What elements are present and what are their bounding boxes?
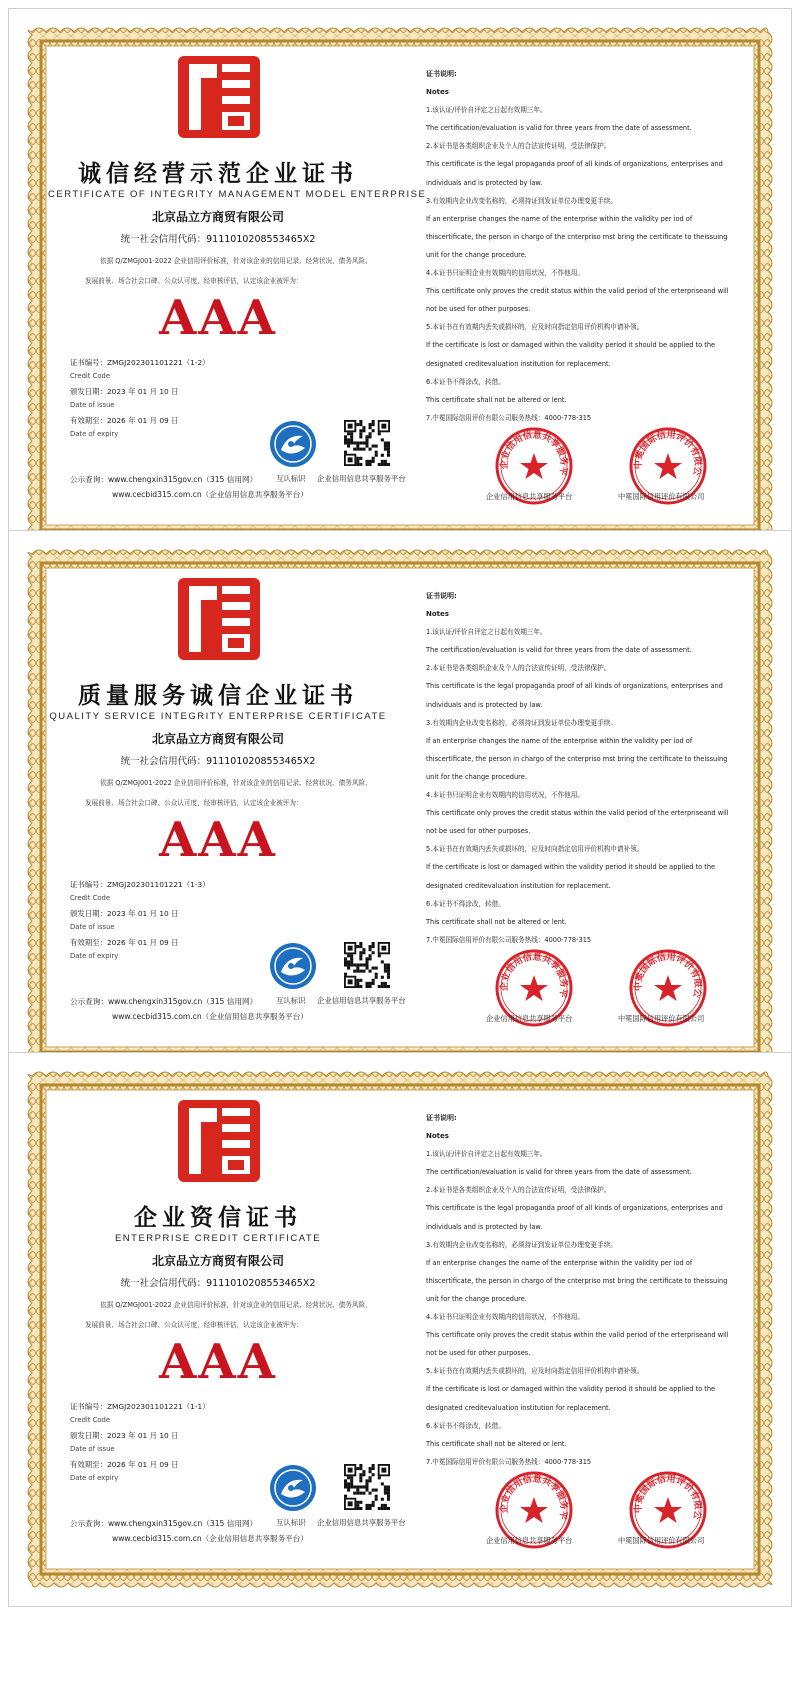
issue-date-en: Date of issue	[70, 923, 115, 931]
certificate-title-en: ENTERPRISE CREDIT CERTIFICATE	[114, 1233, 322, 1244]
certificate-number: 证书编号：ZMGJ202301101221（1-3）	[70, 880, 210, 889]
public-query-url-1: 公示查询：www.chengxin315gov.cn（315 信用网）	[70, 997, 258, 1006]
note-line: 4.本证书只证明企业有效期内的信用状况，不作他用。	[426, 1313, 584, 1322]
seal-star-icon	[654, 1497, 682, 1523]
note-line: This certificate is the legal propaganda proof of all kinds of organizations, enterprises and	[426, 682, 723, 691]
note-line: individuals and is protected by law.	[426, 178, 543, 187]
note-line: unit for the change procedure.	[426, 250, 527, 259]
evaluation-basis: 依据 Q/ZMGJ001-2022 企业信用评价标准，针对该企业的信用记录、经营状况、债务风险、	[100, 257, 372, 265]
note-line: 1.该认证/评价自评定之日起有效期三年。	[426, 628, 547, 637]
certificate-number-en: Credit Code	[70, 894, 111, 902]
note-line: designated creditevaluation institution for replacement.	[426, 359, 611, 368]
certificate-title: 诚信经营示范企业证书	[78, 161, 358, 187]
public-query-url-1: 公示查询：www.chengxin315gov.cn（315 信用网）	[70, 475, 258, 484]
xin-logo-icon	[178, 56, 260, 138]
note-line: Notes	[426, 88, 449, 97]
certificate-number: 证书编号：ZMGJ202301101221（1-1）	[70, 1402, 210, 1411]
sharing-platform-label: 企业信用信息共享服务平台	[317, 1518, 406, 1527]
note-line: unit for the change procedure.	[426, 1294, 527, 1303]
note-line: If an enterprise changes the name of the enterprise within the validity per iod of	[426, 1258, 693, 1267]
rating-grade: AAA	[159, 290, 277, 346]
note-line: 4.本证书只证明企业有效期内的信用状况，不作他用。	[426, 269, 584, 278]
note-line: thiscertificate, the person in chargo of the cnterpriso mst bring the certificate to theissuing	[426, 1276, 728, 1285]
xin-logo-icon	[178, 1100, 260, 1182]
seal-star-icon	[654, 975, 682, 1001]
note-line: individuals and is protected by law.	[426, 700, 543, 709]
certificate-notes	[426, 1109, 748, 1471]
seal-ring-text: 中冕国际信用评价有限公	[633, 1474, 703, 1521]
note-line: thiscertificate, the person in chargo of the cnterpriso mst bring the certificate to theissuing	[426, 232, 728, 241]
xin-logo-icon	[178, 578, 260, 660]
qr-code-icon	[344, 1464, 390, 1510]
public-query-url-2: www.cecbid315.com.cn（企业信用信息共享服务平台）	[112, 490, 308, 499]
certificate-number-en: Credit Code	[70, 1416, 111, 1424]
qr-code-icon	[344, 420, 390, 466]
seal-ring-text: 企业信用信息共享服务平	[499, 952, 569, 999]
note-line: 7.中冕国际信用评价有限公司服务热线：4000-778-315	[426, 1457, 592, 1466]
credit-emblem-icon	[269, 1464, 317, 1512]
seal-ring-text: 企业信用信息共享服务平	[499, 430, 569, 477]
note-line: 证书说明:	[426, 1114, 457, 1122]
evaluation-basis: 依据 Q/ZMGJ001-2022 企业信用评价标准，针对该企业的信用记录、经营状况、债务风险、	[100, 779, 372, 787]
certificate	[8, 8, 792, 563]
credit-emblem-icon	[269, 420, 317, 468]
note-line: individuals and is protected by law.	[426, 1222, 543, 1231]
note-line: If an enterprise changes the name of the enterprise within the validity per iod of	[426, 736, 693, 745]
seal-ring-text: 企业信用信息共享服务平	[499, 1474, 569, 1521]
seal-ring-text: 中冕国际信用评价有限公	[633, 952, 703, 999]
note-line: not be used for other purposes.	[426, 305, 531, 314]
expiry-date-en: Date of expiry	[70, 430, 119, 438]
seal-caption: 企业信用信息共享服务平台	[486, 1536, 573, 1545]
note-line: 4.本证书只证明企业有效期内的信用状况，不作他用。	[426, 791, 584, 800]
note-line: 5.本证书在有效期内丢失或损坏的，应及时向指定信用评价机构申请补领。	[426, 323, 644, 332]
note-line: unit for the change procedure.	[426, 772, 527, 781]
public-query-url-1: 公示查询：www.chengxin315gov.cn（315 信用网）	[70, 1519, 258, 1528]
public-query-url-2: www.cecbid315.com.cn（企业信用信息共享服务平台）	[112, 1012, 308, 1021]
certificate	[8, 1052, 792, 1607]
seal-caption: 中冕国际信用评价有限公司	[618, 492, 705, 501]
certificate-title: 质量服务诚信企业证书	[78, 683, 358, 709]
note-line: 3.有效期内企业改变名称的，必须持证到发证单位办理变更手续。	[426, 718, 617, 727]
seal-caption: 中冕国际信用评价有限公司	[618, 1014, 705, 1023]
evaluation-basis-2: 发展前景、场合社会口碑、公众认可度，经审核评估，认定该企业被评为：	[85, 1321, 303, 1329]
note-line: 证书说明:	[426, 70, 457, 78]
mutual-recognition-label: 互认标识	[276, 474, 306, 483]
certificate-notes	[426, 65, 748, 427]
evaluation-basis-2: 发展前景、场合社会口碑、公众认可度，经审核评估，认定该企业被评为：	[85, 799, 303, 807]
note-line: The certification/evaluation is valid for three years from the date of assessment.	[426, 1168, 692, 1177]
note-line: 2.本证书是各类组织企业及个人的合法宣传证明，受法律保护。	[426, 664, 611, 673]
mutual-recognition-label: 互认标识	[276, 996, 306, 1005]
note-line: 5.本证书在有效期内丢失或损坏的，应及时向指定信用评价机构申请补领。	[426, 845, 644, 854]
expiry-date: 有效期至：2026 年 01 月 09 日	[70, 416, 179, 425]
note-line: If the certificate is lost or damaged within the validity period it should be applied to the	[426, 341, 716, 350]
qr-code-icon	[344, 942, 390, 988]
certificate-number: 证书编号：ZMGJ202301101221（1-2）	[70, 358, 210, 367]
credit-code: 统一社会信用代码：9111010208553465X2	[120, 756, 316, 767]
seal-star-icon	[520, 975, 548, 1001]
credit-emblem-icon	[269, 942, 317, 990]
company-name: 北京品立方商贸有限公司	[151, 1254, 284, 1268]
note-line: Notes	[426, 1132, 449, 1141]
note-line: If an enterprise changes the name of the enterprise within the validity per iod of	[426, 214, 693, 223]
expiry-date-en: Date of expiry	[70, 952, 119, 960]
mutual-recognition-label: 互认标识	[276, 1518, 306, 1527]
note-line: 6.本证书不得涂改，转借。	[426, 899, 505, 908]
evaluation-basis: 依据 Q/ZMGJ001-2022 企业信用评价标准，针对该企业的信用记录、经营状况、债务风险、	[100, 1301, 372, 1309]
note-line: This certificate only proves the credit status within the valid period of the erterpriseand will	[426, 287, 729, 296]
seal-star-icon	[520, 1497, 548, 1523]
note-line: 6.本证书不得涂改，转借。	[426, 377, 505, 386]
note-line: 证书说明:	[426, 592, 457, 600]
note-line: designated creditevaluation institution for replacement.	[426, 881, 611, 890]
note-line: If the certificate is lost or damaged within the validity period it should be applied to the	[426, 1385, 716, 1394]
note-line: This certificate shall not be altered or lent.	[426, 917, 567, 926]
credit-code: 统一社会信用代码：9111010208553465X2	[120, 234, 316, 245]
issue-date: 颁发日期：2023 年 01 月 10 日	[70, 1431, 179, 1440]
note-line: 3.有效期内企业改变名称的，必须持证到发证单位办理变更手续。	[426, 1240, 617, 1249]
company-name: 北京品立方商贸有限公司	[151, 210, 284, 224]
issue-date-en: Date of issue	[70, 401, 115, 409]
note-line: The certification/evaluation is valid for three years from the date of assessment.	[426, 646, 692, 655]
expiry-date: 有效期至：2026 年 01 月 09 日	[70, 1460, 179, 1469]
note-line: 5.本证书在有效期内丢失或损坏的，应及时向指定信用评价机构申请补领。	[426, 1367, 644, 1376]
sharing-platform-label: 企业信用信息共享服务平台	[317, 474, 406, 483]
certificate-notes	[426, 587, 748, 949]
note-line: The certification/evaluation is valid for three years from the date of assessment.	[426, 124, 692, 133]
note-line: 3.有效期内企业改变名称的，必须持证到发证单位办理变更手续。	[426, 196, 617, 205]
note-line: 2.本证书是各类组织企业及个人的合法宣传证明，受法律保护。	[426, 1186, 611, 1195]
certificate-title: 企业资信证书	[134, 1205, 302, 1231]
issue-date: 颁发日期：2023 年 01 月 10 日	[70, 909, 179, 918]
note-line: not be used for other purposes.	[426, 827, 531, 836]
rating-grade: AAA	[159, 812, 277, 868]
note-line: This certificate shall not be altered or lent.	[426, 395, 567, 404]
note-line: This certificate only proves the credit status within the valid period of the erterpriseand will	[426, 1331, 729, 1340]
expiry-date-en: Date of expiry	[70, 1474, 119, 1482]
note-line: 2.本证书是各类组织企业及个人的合法宣传证明，受法律保护。	[426, 142, 611, 151]
note-line: 7.中冕国际信用评价有限公司服务热线：4000-778-315	[426, 935, 592, 944]
certificate-number-en: Credit Code	[70, 372, 111, 380]
seal-star-icon	[520, 453, 548, 479]
note-line: thiscertificate, the person in chargo of the cnterpriso mst bring the certificate to theissuing	[426, 754, 728, 763]
note-line: designated creditevaluation institution for replacement.	[426, 1403, 611, 1412]
note-line: 1.该认证/评价自评定之日起有效期三年。	[426, 1150, 547, 1159]
public-query-url-2: www.cecbid315.com.cn（企业信用信息共享服务平台）	[112, 1534, 308, 1543]
seal-star-icon	[654, 453, 682, 479]
note-line: This certificate only proves the credit status within the valid period of the erterpriseand will	[426, 809, 729, 818]
certificate	[8, 530, 792, 1085]
certificate-title-en: CERTIFICATE OF INTEGRITY MANAGEMENT MODEL ENTERPRISE	[48, 189, 427, 200]
seal-ring-text: 中冕国际信用评价有限公	[633, 430, 703, 477]
sharing-platform-label: 企业信用信息共享服务平台	[317, 996, 406, 1005]
evaluation-basis-2: 发展前景、场合社会口碑、公众认可度，经审核评估，认定该企业被评为：	[85, 277, 303, 285]
note-line: This certificate is the legal propaganda proof of all kinds of organizations, enterprises and	[426, 160, 723, 169]
note-line: This certificate is the legal propaganda proof of all kinds of organizations, enterprises and	[426, 1204, 723, 1213]
credit-code: 统一社会信用代码：9111010208553465X2	[120, 1278, 316, 1289]
note-line: Notes	[426, 610, 449, 619]
note-line: 1.该认证/评价自评定之日起有效期三年。	[426, 106, 547, 115]
seal-caption: 企业信用信息共享服务平台	[486, 1014, 573, 1023]
note-line: This certificate shall not be altered or lent.	[426, 1439, 567, 1448]
seal-caption: 中冕国际信用评价有限公司	[618, 1536, 705, 1545]
rating-grade: AAA	[159, 1334, 277, 1390]
note-line: 7.中冕国际信用评价有限公司服务热线：4000-778-315	[426, 413, 592, 422]
note-line: If the certificate is lost or damaged within the validity period it should be applied to the	[426, 863, 716, 872]
issue-date-en: Date of issue	[70, 1445, 115, 1453]
seal-caption: 企业信用信息共享服务平台	[486, 492, 573, 501]
expiry-date: 有效期至：2026 年 01 月 09 日	[70, 938, 179, 947]
certificate-title-en: QUALITY SERVICE INTEGRITY ENTERPRISE CERTIFICATE	[49, 711, 387, 722]
issue-date: 颁发日期：2023 年 01 月 10 日	[70, 387, 179, 396]
company-name: 北京品立方商贸有限公司	[151, 732, 284, 746]
note-line: 6.本证书不得涂改，转借。	[426, 1421, 505, 1430]
note-line: not be used for other purposes.	[426, 1349, 531, 1358]
